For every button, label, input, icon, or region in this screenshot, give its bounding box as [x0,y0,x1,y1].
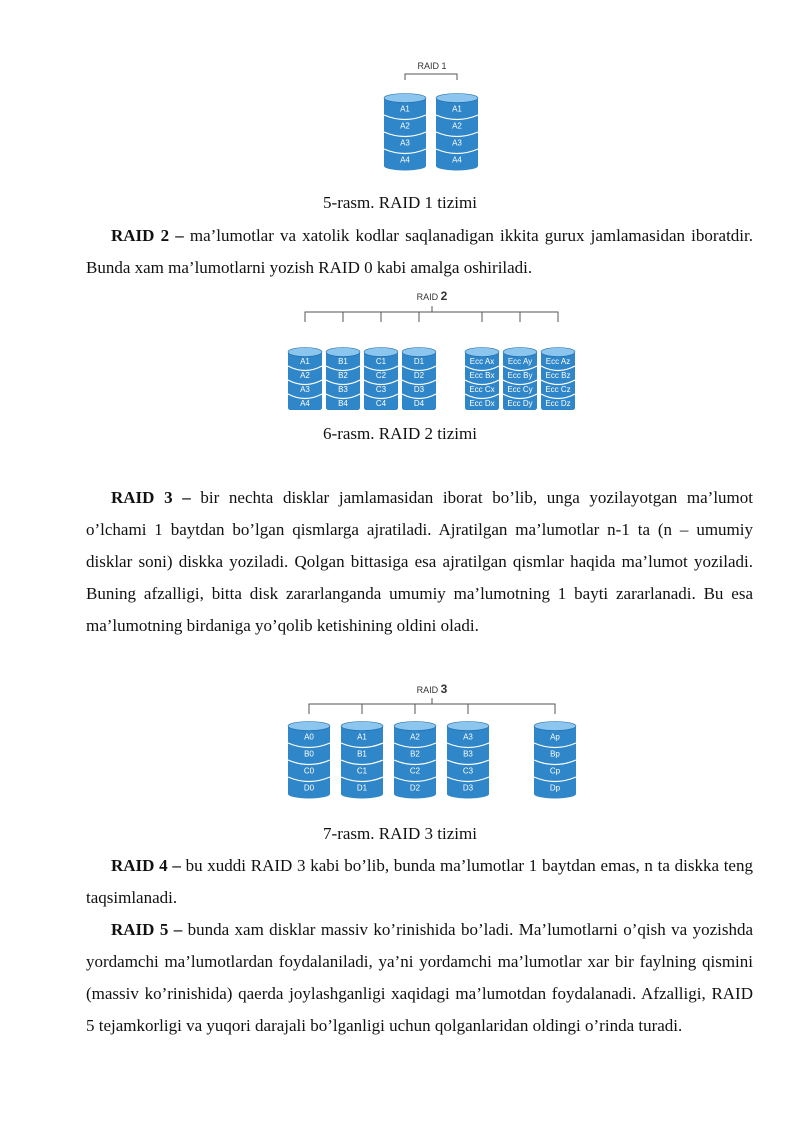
disk-block-label: A2 [452,121,462,131]
raid2-connector [305,306,558,322]
disk-block-label: C3 [462,766,474,776]
raid4-text: bu xuddi RAID 3 kabi bo’lib, bunda ma’lumotlar 1 baytdan emas, n ta diskka teng taqsimlanadi. [86,856,753,907]
figure6-caption: 6-rasm. RAID 2 tizimi [323,424,477,443]
disk-block-label: Ecc Dx [469,399,495,408]
raid3-disk [288,722,330,799]
disk-block-label: Ecc Dz [545,399,571,408]
disk-block-label: C4 [375,399,387,408]
paragraph-raid2 [86,220,753,284]
disk-block-label: A4 [400,155,410,165]
disk-block-label: B3 [338,385,348,394]
disk-block-label: Ecc By [507,371,533,380]
disk-block-label: A2 [400,121,410,131]
paragraph-raid3 [86,482,753,642]
disk-block-label: A0 [304,732,314,742]
disk-block-label: Ecc Az [545,357,571,366]
raid1-diagram [0,58,800,180]
raid2-disk [402,348,436,411]
raid2-disk [465,348,499,411]
raid1-connector [405,74,457,80]
raid2-text: ma’lumotlar va xatolik kodlar saqlanadigan ikkita gurux jamlamasidan iboratdir. Bunda xam ma’lumotlarni yozish RAID 0 kabi amalga oshiriladi. [86,226,753,277]
disk-block-label: Ecc Cz [545,385,571,394]
disk-block-label: Ap [550,732,560,742]
raid2-diagram [0,286,800,410]
disk-block-label: B1 [338,357,348,366]
figure5-caption: 5-rasm. RAID 1 tizimi [323,193,477,212]
paragraph-raid4 [86,850,753,914]
raid3-term: RAID 3 – [111,488,191,507]
raid3-disk [534,722,576,799]
disk-block-label: D1 [413,357,425,366]
raid1-disk [436,94,478,171]
disk-block-label: B1 [357,749,367,759]
raid3-disk [447,722,489,799]
raid2-disk [541,348,575,411]
raid2-term: RAID 2 – [111,226,184,245]
disk-block-label: Bp [550,749,560,759]
raid3-disk [341,722,383,799]
disk-block-label: A1 [357,732,367,742]
paragraph-raid5 [86,914,753,1042]
disk-block-label: A1 [452,104,462,114]
disk-block-label: A3 [452,138,462,148]
disk-block-label: B2 [338,371,348,380]
raid3-connector [309,698,555,714]
raid3-title: RAID 3 [416,682,448,696]
disk-block-label: Ecc Ax [469,357,495,366]
disk-block-label: C0 [303,766,315,776]
disk-block-label: C1 [375,357,387,366]
disk-block-label: D2 [413,371,425,380]
disk-block-label: A3 [463,732,473,742]
disk-block-label: A2 [300,371,310,380]
disk-block-label: Dp [549,783,561,793]
raid1-disk [384,94,426,171]
raid5-text: bunda xam disklar massiv ko’rinishida bo’ladi. Ma’lumotlarni o’qish va yozishda yordamchi ma’lumotlardan foydalaniladi, ya’ni yordamchi ma’lumotlar xar bir faylning qismini (massiv ko’rinishida) qaerda joylashganligi xaqidagi ma’lumotdan foydalanadi. Afzalligi, RAID 5 tejamkorligi va yuqori darajali bo’lganligi uchun qolganlaridan oldingi o’rinda turadi. [86,920,754,1035]
disk-block-label: B4 [338,399,348,408]
disk-block-label: D3 [462,783,474,793]
disk-block-label: A1 [400,104,410,114]
disk-block-label: C3 [375,385,387,394]
disk-block-label: Ecc Dy [507,399,533,408]
disk-block-label: A4 [452,155,462,165]
disk-block-label: A1 [300,357,310,366]
raid2-title: RAID 2 [416,289,448,303]
disk-block-label: B2 [410,749,420,759]
disk-block-label: B3 [463,749,473,759]
disk-block-label: D3 [413,385,425,394]
raid1-title: RAID 1 [417,61,447,71]
disk-block-label: A3 [300,385,310,394]
disk-block-label: C2 [409,766,421,776]
disk-block-label: C1 [356,766,368,776]
raid5-term: RAID 5 – [111,920,183,939]
disk-block-label: Ecc Ay [507,357,533,366]
disk-block-label: B0 [304,749,314,759]
disk-block-label: Cp [549,766,561,776]
raid2-disk [364,348,398,411]
raid2-disk [288,348,322,411]
disk-block-label: D1 [356,783,368,793]
raid2-disk [503,348,537,411]
raid3-disk [394,722,436,799]
disk-block-label: Ecc Bz [545,371,571,380]
figure7-caption: 7-rasm. RAID 3 tizimi [323,824,477,843]
disk-block-label: C2 [375,371,387,380]
disk-block-label: A4 [300,399,310,408]
raid2-disk [326,348,360,411]
disk-block-label: Ecc Bx [469,371,495,380]
disk-block-label: A3 [400,138,410,148]
disk-block-label: D4 [413,399,425,408]
disk-block-label: A2 [410,732,420,742]
raid3-text: bir nechta disklar jamlamasidan iborat bo’lib, unga yozilayotgan ma’lumot o’lchami 1 baytdan bo’lgan qismlarga ajratiladi. Ajratilgan ma’lumotlar n-1 ta (n – umumiy disklar soni) diskka yoziladi. Qolgan bittasiga esa ajratilgan qismlar haqida ma’lumot yoziladi. Buning afzalligi, bitta disk zararlanganda umumiy ma’lumotning 1 bayti zararlanadi. Bu esa ma’lumotning birdaniga yo’qolib ketishining oldini oladi. [86,488,753,635]
disk-block-label: Ecc Cy [507,385,533,394]
disk-block-label: D2 [409,783,421,793]
disk-block-label: D0 [303,783,315,793]
raid3-diagram [0,680,800,812]
raid4-term: RAID 4 – [111,856,181,875]
disk-block-label: Ecc Cx [469,385,495,394]
